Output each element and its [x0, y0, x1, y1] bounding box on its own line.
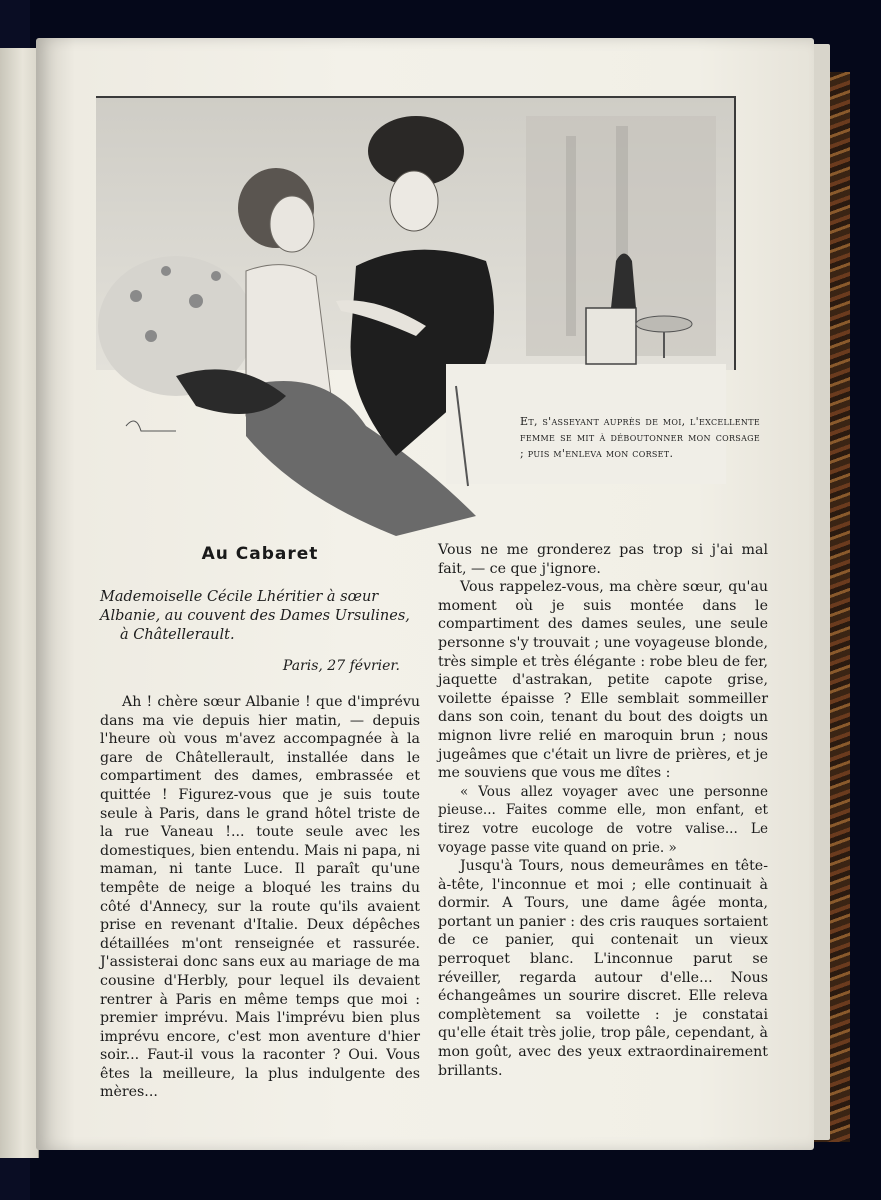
quote-paragraph: « Vous allez voyager avec une personne pieuse... Faites comme elle, mon enfant, et tirez votre eucologe de votre valise... Le voyage passe vite quand on prie. » [438, 783, 768, 856]
paragraph: Vous ne me gronderez pas trop si j'ai mal fait, — ce que j'ignore. [438, 542, 768, 577]
text-column-right [438, 541, 768, 1080]
text-column-left [100, 693, 420, 1102]
address-line: à Châtellerault. [120, 627, 235, 643]
paragraph: Ah ! chère sœur Albanie ! que d'imprévu dans ma vie depuis hier matin, — depuis l'heure où vous m'avez accompagnée à la gare de Châtellerault, installée dans le compartiment des dames, embrassée et quittée ! Figurez-vous que je suis toute seule à Paris, dans le grand hôtel triste de la rue Vaneau !... toute seule avec les domestiques, bien entendu. Mais ni papa, ni maman, ni tante Luce. Il paraît qu'une tempête de neige a bloqué les trains du côté d'Annecy, sur la route qu'ils avaient prise en revenant d'Italie. Deux dépêches détaillées m'ont renseignée et rassurée. J'assisterai donc sans eux au mariage de ma cousine d'Herbly, pour lequel ils devaient rentrer à Paris en même temps que moi : premier imprévu. Mais l'imprévu bien plus imprévu encore, c'est mon aventure d'hier soir... Faut-il vous la raconter ? Oui. Vous êtes la meilleure, la plus indulgente des mères... [100, 694, 420, 1101]
article-title: Au Cabaret [201, 544, 319, 564]
previous-page-edge [0, 48, 39, 1158]
illustration [96, 96, 734, 536]
paragraph: Jusqu'à Tours, nous demeurâmes en tête-à-tête, l'inconnue et moi ; elle continuait à dormir. A Tours, une dame âgée monta, portant un panier : des cris rauques sortaient de ce panier, qui contenait un vieux perroquet blanc. L'inconnue parut se réveiller, regarda autour d'elle... Nous échangeâmes un sourire discret. Elle releva complètement sa voilette : je constatai qu'elle était très jolie, trop pâle, cependant, à mon goût, avec des yeux extraordinairement brillants. [438, 858, 768, 1079]
address-line: Mademoiselle Cécile Lhéritier à sœur Albanie, au couvent des Dames Ursulines, [100, 589, 410, 624]
paragraph: Vous rappelez-vous, ma chère sœur, qu'au moment où je suis montée dans le compartiment des dames seules, une seule personne s'y trouvait ; une voyageuse blonde, très simple et très élégante : robe bleu de fer, jaquette d'astrakan, petite capote grise, voilette épaisse ? Elle semblait sommeiller dans son coin, tenant du bout des doigts un mignon livre relié en maroquin brun ; nous jugeâmes que c'était un livre de prières, et je me souviens que vous me dîtes : [438, 579, 768, 782]
illustration-caption: Et, s'asseyant auprès de moi, l'excellente femme se mit à déboutonner mon corsage ; puis m'enleva mon corset. [520, 415, 760, 460]
letter-dateline: Paris, 27 février. [282, 658, 400, 674]
letter-address [100, 588, 420, 645]
illustration-drawing [96, 96, 734, 536]
